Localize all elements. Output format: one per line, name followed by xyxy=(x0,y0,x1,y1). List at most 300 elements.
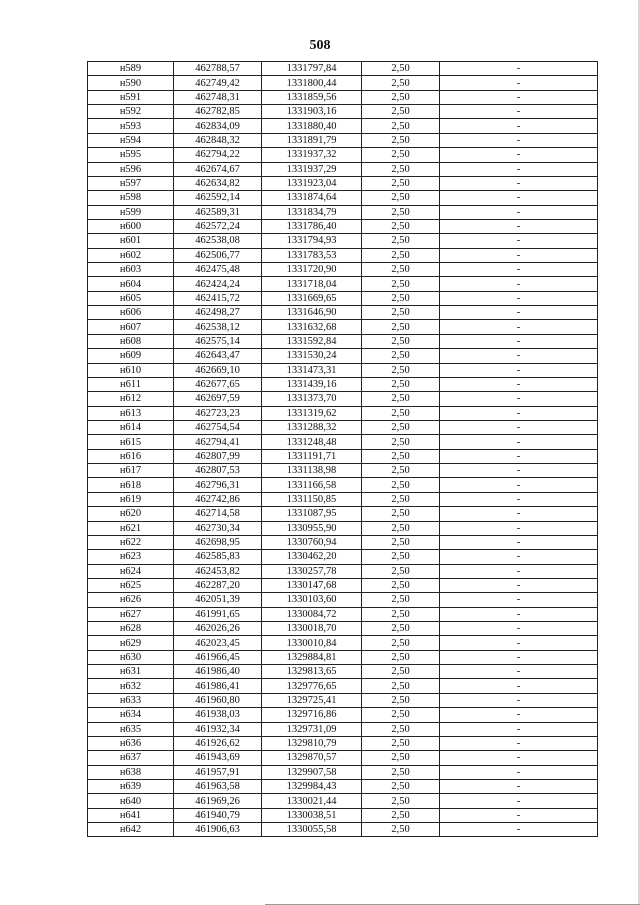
value-cell: 2,50 xyxy=(362,334,440,348)
y-coordinate-cell: 1331794,93 xyxy=(262,234,362,248)
x-coordinate-cell: 462730,34 xyxy=(174,521,262,535)
note-cell: - xyxy=(440,779,598,793)
y-coordinate-cell: 1331720,90 xyxy=(262,263,362,277)
table-row xyxy=(88,349,598,363)
point-id-cell: н612 xyxy=(88,392,174,406)
y-coordinate-cell: 1331859,56 xyxy=(262,90,362,104)
y-coordinate-cell: 1331087,95 xyxy=(262,507,362,521)
y-coordinate-cell: 1330010,84 xyxy=(262,636,362,650)
y-coordinate-cell: 1331373,70 xyxy=(262,392,362,406)
x-coordinate-cell: 461957,91 xyxy=(174,765,262,779)
table-row xyxy=(88,765,598,779)
value-cell: 2,50 xyxy=(362,521,440,535)
note-cell: - xyxy=(440,277,598,291)
note-cell: - xyxy=(440,636,598,650)
x-coordinate-cell: 462742,86 xyxy=(174,492,262,506)
value-cell: 2,50 xyxy=(362,62,440,76)
x-coordinate-cell: 462848,32 xyxy=(174,133,262,147)
value-cell: 2,50 xyxy=(362,449,440,463)
value-cell: 2,50 xyxy=(362,320,440,334)
y-coordinate-cell: 1331800,44 xyxy=(262,76,362,90)
x-coordinate-cell: 462643,47 xyxy=(174,349,262,363)
table-row xyxy=(88,808,598,822)
x-coordinate-cell: 462415,72 xyxy=(174,291,262,305)
y-coordinate-cell: 1330462,20 xyxy=(262,550,362,564)
note-cell: - xyxy=(440,693,598,707)
table-row xyxy=(88,478,598,492)
note-cell: - xyxy=(440,90,598,104)
value-cell: 2,50 xyxy=(362,420,440,434)
table-row xyxy=(88,464,598,478)
y-coordinate-cell: 1331880,40 xyxy=(262,119,362,133)
value-cell: 2,50 xyxy=(362,478,440,492)
y-coordinate-cell: 1331530,24 xyxy=(262,349,362,363)
point-id-cell: н629 xyxy=(88,636,174,650)
table-row xyxy=(88,363,598,377)
value-cell: 2,50 xyxy=(362,105,440,119)
note-cell: - xyxy=(440,349,598,363)
y-coordinate-cell: 1331150,85 xyxy=(262,492,362,506)
coordinates-table-body xyxy=(88,62,598,837)
point-id-cell: н590 xyxy=(88,76,174,90)
y-coordinate-cell: 1330103,60 xyxy=(262,593,362,607)
value-cell: 2,50 xyxy=(362,622,440,636)
x-coordinate-cell: 462834,09 xyxy=(174,119,262,133)
y-coordinate-cell: 1331319,62 xyxy=(262,406,362,420)
table-row xyxy=(88,521,598,535)
note-cell: - xyxy=(440,420,598,434)
point-id-cell: н591 xyxy=(88,90,174,104)
point-id-cell: н634 xyxy=(88,708,174,722)
value-cell: 2,50 xyxy=(362,693,440,707)
value-cell: 2,50 xyxy=(362,148,440,162)
x-coordinate-cell: 462051,39 xyxy=(174,593,262,607)
note-cell: - xyxy=(440,535,598,549)
point-id-cell: н615 xyxy=(88,435,174,449)
table-row xyxy=(88,62,598,76)
value-cell: 2,50 xyxy=(362,550,440,564)
table-row xyxy=(88,507,598,521)
x-coordinate-cell: 461986,41 xyxy=(174,679,262,693)
note-cell: - xyxy=(440,492,598,506)
value-cell: 2,50 xyxy=(362,291,440,305)
x-coordinate-cell: 461943,69 xyxy=(174,751,262,765)
value-cell: 2,50 xyxy=(362,406,440,420)
note-cell: - xyxy=(440,478,598,492)
note-cell: - xyxy=(440,62,598,76)
x-coordinate-cell: 461966,45 xyxy=(174,650,262,664)
value-cell: 2,50 xyxy=(362,176,440,190)
value-cell: 2,50 xyxy=(362,306,440,320)
y-coordinate-cell: 1331646,90 xyxy=(262,306,362,320)
note-cell: - xyxy=(440,377,598,391)
x-coordinate-cell: 462023,45 xyxy=(174,636,262,650)
table-row xyxy=(88,564,598,578)
y-coordinate-cell: 1331903,16 xyxy=(262,105,362,119)
value-cell: 2,50 xyxy=(362,823,440,837)
note-cell: - xyxy=(440,823,598,837)
point-id-cell: н636 xyxy=(88,736,174,750)
note-cell: - xyxy=(440,248,598,262)
note-cell: - xyxy=(440,550,598,564)
point-id-cell: н640 xyxy=(88,794,174,808)
x-coordinate-cell: 462714,58 xyxy=(174,507,262,521)
point-id-cell: н614 xyxy=(88,420,174,434)
value-cell: 2,50 xyxy=(362,90,440,104)
note-cell: - xyxy=(440,133,598,147)
x-coordinate-cell: 462538,12 xyxy=(174,320,262,334)
note-cell: - xyxy=(440,564,598,578)
point-id-cell: н642 xyxy=(88,823,174,837)
x-coordinate-cell: 461960,80 xyxy=(174,693,262,707)
note-cell: - xyxy=(440,736,598,750)
value-cell: 2,50 xyxy=(362,219,440,233)
x-coordinate-cell: 461938,03 xyxy=(174,708,262,722)
note-cell: - xyxy=(440,406,598,420)
note-cell: - xyxy=(440,191,598,205)
table-row xyxy=(88,535,598,549)
x-coordinate-cell: 462585,83 xyxy=(174,550,262,564)
y-coordinate-cell: 1329813,65 xyxy=(262,665,362,679)
point-id-cell: н632 xyxy=(88,679,174,693)
note-cell: - xyxy=(440,363,598,377)
table-row xyxy=(88,306,598,320)
point-id-cell: н609 xyxy=(88,349,174,363)
value-cell: 2,50 xyxy=(362,349,440,363)
y-coordinate-cell: 1331439,16 xyxy=(262,377,362,391)
note-cell: - xyxy=(440,607,598,621)
table-row xyxy=(88,162,598,176)
point-id-cell: н633 xyxy=(88,693,174,707)
table-row xyxy=(88,593,598,607)
point-id-cell: н626 xyxy=(88,593,174,607)
table-row xyxy=(88,736,598,750)
note-cell: - xyxy=(440,464,598,478)
point-id-cell: н594 xyxy=(88,133,174,147)
value-cell: 2,50 xyxy=(362,507,440,521)
x-coordinate-cell: 462575,14 xyxy=(174,334,262,348)
y-coordinate-cell: 1331248,48 xyxy=(262,435,362,449)
page-number: 508 xyxy=(309,38,331,53)
note-cell: - xyxy=(440,521,598,535)
coordinates-table xyxy=(87,61,598,837)
x-coordinate-cell: 462749,42 xyxy=(174,76,262,90)
point-id-cell: н605 xyxy=(88,291,174,305)
note-cell: - xyxy=(440,765,598,779)
point-id-cell: н597 xyxy=(88,176,174,190)
x-coordinate-cell: 462748,31 xyxy=(174,90,262,104)
y-coordinate-cell: 1331834,79 xyxy=(262,205,362,219)
point-id-cell: н602 xyxy=(88,248,174,262)
y-coordinate-cell: 1330021,44 xyxy=(262,794,362,808)
note-cell: - xyxy=(440,578,598,592)
value-cell: 2,50 xyxy=(362,751,440,765)
y-coordinate-cell: 1330147,68 xyxy=(262,578,362,592)
note-cell: - xyxy=(440,708,598,722)
note-cell: - xyxy=(440,119,598,133)
y-coordinate-cell: 1331783,53 xyxy=(262,248,362,262)
point-id-cell: н625 xyxy=(88,578,174,592)
table-row xyxy=(88,665,598,679)
x-coordinate-cell: 461963,58 xyxy=(174,779,262,793)
point-id-cell: н603 xyxy=(88,263,174,277)
table-row xyxy=(88,578,598,592)
y-coordinate-cell: 1329870,57 xyxy=(262,751,362,765)
note-cell: - xyxy=(440,665,598,679)
table-row xyxy=(88,133,598,147)
value-cell: 2,50 xyxy=(362,76,440,90)
value-cell: 2,50 xyxy=(362,363,440,377)
x-coordinate-cell: 462796,31 xyxy=(174,478,262,492)
value-cell: 2,50 xyxy=(362,392,440,406)
point-id-cell: н623 xyxy=(88,550,174,564)
point-id-cell: н619 xyxy=(88,492,174,506)
x-coordinate-cell: 462698,95 xyxy=(174,535,262,549)
table-row xyxy=(88,205,598,219)
x-coordinate-cell: 462287,20 xyxy=(174,578,262,592)
value-cell: 2,50 xyxy=(362,708,440,722)
x-coordinate-cell: 461986,40 xyxy=(174,665,262,679)
x-coordinate-cell: 462424,24 xyxy=(174,277,262,291)
note-cell: - xyxy=(440,263,598,277)
table-row xyxy=(88,550,598,564)
point-id-cell: н635 xyxy=(88,722,174,736)
y-coordinate-cell: 1331718,04 xyxy=(262,277,362,291)
x-coordinate-cell: 462669,10 xyxy=(174,363,262,377)
x-coordinate-cell: 462677,65 xyxy=(174,377,262,391)
point-id-cell: н595 xyxy=(88,148,174,162)
table-row xyxy=(88,291,598,305)
table-row xyxy=(88,176,598,190)
value-cell: 2,50 xyxy=(362,535,440,549)
table-row xyxy=(88,794,598,808)
table-row xyxy=(88,823,598,837)
table-row xyxy=(88,449,598,463)
value-cell: 2,50 xyxy=(362,234,440,248)
point-id-cell: н630 xyxy=(88,650,174,664)
value-cell: 2,50 xyxy=(362,277,440,291)
x-coordinate-cell: 461926,62 xyxy=(174,736,262,750)
table-row xyxy=(88,234,598,248)
y-coordinate-cell: 1330038,51 xyxy=(262,808,362,822)
point-id-cell: н613 xyxy=(88,406,174,420)
point-id-cell: н611 xyxy=(88,377,174,391)
value-cell: 2,50 xyxy=(362,593,440,607)
note-cell: - xyxy=(440,234,598,248)
point-id-cell: н621 xyxy=(88,521,174,535)
y-coordinate-cell: 1331288,32 xyxy=(262,420,362,434)
point-id-cell: н641 xyxy=(88,808,174,822)
point-id-cell: н608 xyxy=(88,334,174,348)
note-cell: - xyxy=(440,794,598,808)
note-cell: - xyxy=(440,593,598,607)
value-cell: 2,50 xyxy=(362,435,440,449)
table-row xyxy=(88,693,598,707)
point-id-cell: н606 xyxy=(88,306,174,320)
x-coordinate-cell: 461906,63 xyxy=(174,823,262,837)
y-coordinate-cell: 1331874,64 xyxy=(262,191,362,205)
value-cell: 2,50 xyxy=(362,736,440,750)
value-cell: 2,50 xyxy=(362,162,440,176)
table-row xyxy=(88,722,598,736)
value-cell: 2,50 xyxy=(362,636,440,650)
table-row xyxy=(88,377,598,391)
x-coordinate-cell: 462782,85 xyxy=(174,105,262,119)
y-coordinate-cell: 1331473,31 xyxy=(262,363,362,377)
x-coordinate-cell: 462674,67 xyxy=(174,162,262,176)
table-row xyxy=(88,607,598,621)
point-id-cell: н617 xyxy=(88,464,174,478)
y-coordinate-cell: 1331786,40 xyxy=(262,219,362,233)
y-coordinate-cell: 1331669,65 xyxy=(262,291,362,305)
point-id-cell: н610 xyxy=(88,363,174,377)
note-cell: - xyxy=(440,205,598,219)
x-coordinate-cell: 461969,26 xyxy=(174,794,262,808)
value-cell: 2,50 xyxy=(362,464,440,478)
x-coordinate-cell: 462572,24 xyxy=(174,219,262,233)
note-cell: - xyxy=(440,722,598,736)
y-coordinate-cell: 1330760,94 xyxy=(262,535,362,549)
y-coordinate-cell: 1329731,09 xyxy=(262,722,362,736)
note-cell: - xyxy=(440,176,598,190)
point-id-cell: н598 xyxy=(88,191,174,205)
value-cell: 2,50 xyxy=(362,794,440,808)
y-coordinate-cell: 1331937,29 xyxy=(262,162,362,176)
table-row xyxy=(88,148,598,162)
note-cell: - xyxy=(440,162,598,176)
value-cell: 2,50 xyxy=(362,263,440,277)
table-row xyxy=(88,492,598,506)
y-coordinate-cell: 1331632,68 xyxy=(262,320,362,334)
table-row xyxy=(88,76,598,90)
y-coordinate-cell: 1330018,70 xyxy=(262,622,362,636)
y-coordinate-cell: 1331937,32 xyxy=(262,148,362,162)
note-cell: - xyxy=(440,320,598,334)
note-cell: - xyxy=(440,435,598,449)
y-coordinate-cell: 1330084,72 xyxy=(262,607,362,621)
x-coordinate-cell: 462589,31 xyxy=(174,205,262,219)
x-coordinate-cell: 462453,82 xyxy=(174,564,262,578)
value-cell: 2,50 xyxy=(362,650,440,664)
table-row xyxy=(88,248,598,262)
y-coordinate-cell: 1329984,43 xyxy=(262,779,362,793)
x-coordinate-cell: 462506,77 xyxy=(174,248,262,262)
value-cell: 2,50 xyxy=(362,191,440,205)
table-row xyxy=(88,219,598,233)
y-coordinate-cell: 1331138,98 xyxy=(262,464,362,478)
y-coordinate-cell: 1329776,65 xyxy=(262,679,362,693)
note-cell: - xyxy=(440,751,598,765)
table-row xyxy=(88,105,598,119)
point-id-cell: н600 xyxy=(88,219,174,233)
point-id-cell: н599 xyxy=(88,205,174,219)
table-row xyxy=(88,622,598,636)
point-id-cell: н620 xyxy=(88,507,174,521)
y-coordinate-cell: 1329716,86 xyxy=(262,708,362,722)
y-coordinate-cell: 1329884,81 xyxy=(262,650,362,664)
point-id-cell: н638 xyxy=(88,765,174,779)
table-row xyxy=(88,191,598,205)
x-coordinate-cell: 462807,99 xyxy=(174,449,262,463)
value-cell: 2,50 xyxy=(362,492,440,506)
note-cell: - xyxy=(440,808,598,822)
table-row xyxy=(88,779,598,793)
point-id-cell: н596 xyxy=(88,162,174,176)
value-cell: 2,50 xyxy=(362,119,440,133)
table-row xyxy=(88,263,598,277)
value-cell: 2,50 xyxy=(362,133,440,147)
point-id-cell: н618 xyxy=(88,478,174,492)
point-id-cell: н637 xyxy=(88,751,174,765)
value-cell: 2,50 xyxy=(362,722,440,736)
point-id-cell: н616 xyxy=(88,449,174,463)
y-coordinate-cell: 1330055,58 xyxy=(262,823,362,837)
value-cell: 2,50 xyxy=(362,578,440,592)
x-coordinate-cell: 462538,08 xyxy=(174,234,262,248)
y-coordinate-cell: 1331191,71 xyxy=(262,449,362,463)
y-coordinate-cell: 1330955,90 xyxy=(262,521,362,535)
x-coordinate-cell: 462634,82 xyxy=(174,176,262,190)
value-cell: 2,50 xyxy=(362,377,440,391)
table-row xyxy=(88,679,598,693)
x-coordinate-cell: 462592,14 xyxy=(174,191,262,205)
y-coordinate-cell: 1330257,78 xyxy=(262,564,362,578)
value-cell: 2,50 xyxy=(362,808,440,822)
x-coordinate-cell: 461940,79 xyxy=(174,808,262,822)
table-row xyxy=(88,636,598,650)
y-coordinate-cell: 1331166,58 xyxy=(262,478,362,492)
y-coordinate-cell: 1329725,41 xyxy=(262,693,362,707)
point-id-cell: н622 xyxy=(88,535,174,549)
note-cell: - xyxy=(440,105,598,119)
note-cell: - xyxy=(440,392,598,406)
point-id-cell: н631 xyxy=(88,665,174,679)
point-id-cell: н628 xyxy=(88,622,174,636)
value-cell: 2,50 xyxy=(362,679,440,693)
point-id-cell: н639 xyxy=(88,779,174,793)
note-cell: - xyxy=(440,219,598,233)
x-coordinate-cell: 461991,65 xyxy=(174,607,262,621)
point-id-cell: н627 xyxy=(88,607,174,621)
note-cell: - xyxy=(440,334,598,348)
point-id-cell: н592 xyxy=(88,105,174,119)
point-id-cell: н624 xyxy=(88,564,174,578)
value-cell: 2,50 xyxy=(362,564,440,578)
point-id-cell: н607 xyxy=(88,320,174,334)
value-cell: 2,50 xyxy=(362,607,440,621)
x-coordinate-cell: 462794,41 xyxy=(174,435,262,449)
table-row xyxy=(88,277,598,291)
note-cell: - xyxy=(440,650,598,664)
y-coordinate-cell: 1331891,79 xyxy=(262,133,362,147)
table-row xyxy=(88,320,598,334)
note-cell: - xyxy=(440,306,598,320)
table-row xyxy=(88,334,598,348)
x-coordinate-cell: 462723,23 xyxy=(174,406,262,420)
x-coordinate-cell: 462697,59 xyxy=(174,392,262,406)
value-cell: 2,50 xyxy=(362,205,440,219)
value-cell: 2,50 xyxy=(362,248,440,262)
note-cell: - xyxy=(440,291,598,305)
table-row xyxy=(88,435,598,449)
table-row xyxy=(88,406,598,420)
table-row xyxy=(88,90,598,104)
note-cell: - xyxy=(440,507,598,521)
point-id-cell: н601 xyxy=(88,234,174,248)
value-cell: 2,50 xyxy=(362,665,440,679)
note-cell: - xyxy=(440,148,598,162)
x-coordinate-cell: 462794,22 xyxy=(174,148,262,162)
